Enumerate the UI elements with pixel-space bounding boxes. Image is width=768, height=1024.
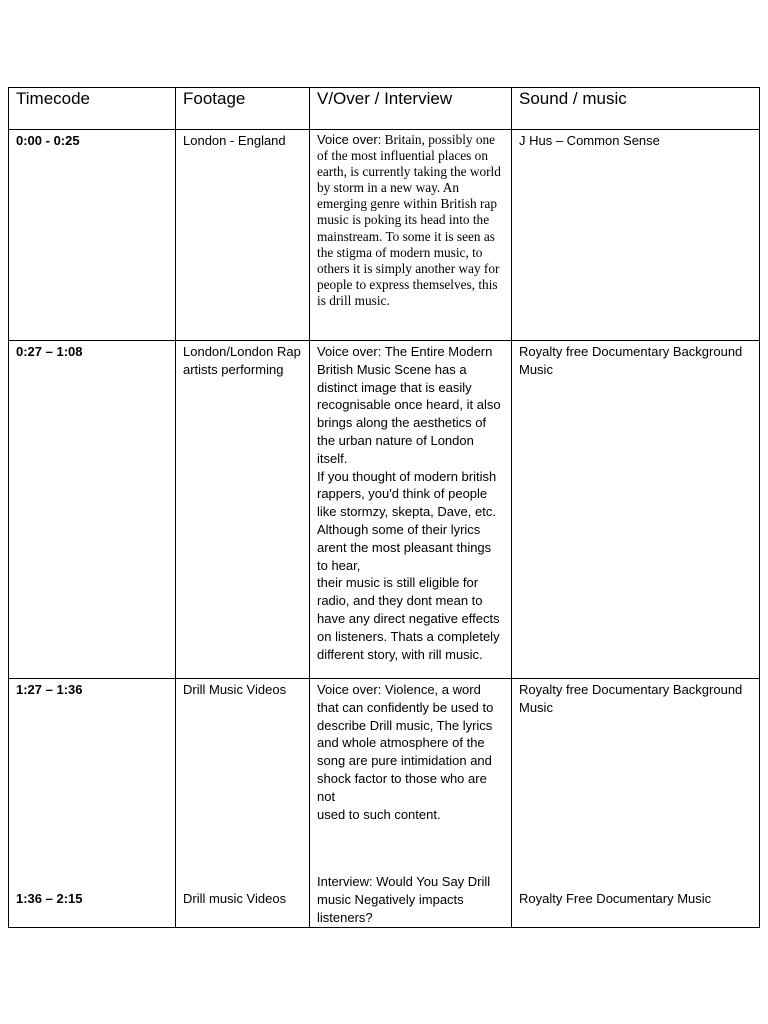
header-timecode: Timecode bbox=[9, 88, 176, 130]
voiceover-body: Britain, possibly one of the most influential places on earth, is currently taking the world by storm in a new way. An emerging genre within British rap music is poking its head into the mainstream. To some it is seen as the stigma of modern music, to others it is simply another way for people to express themselves, this is drill music. bbox=[317, 132, 501, 308]
footage-cell bbox=[176, 130, 310, 341]
voiceover-text: Voice over: The Entire Modern British Music Scene has a distinct image that is easily recognisable once heard, it also brings along the aesthetics of the urban nature of London itself. If you thought of modern british rappers, you'd think of people like stormzy, skepta, Dave, etc. Although some of their lyrics arent the most pleasant things to hear, their music is still eligible for radio, and they dont mean to have any direct negative effects on listeners. Thats a completely different story, with rill music. bbox=[317, 344, 501, 662]
music: J Hus – Common Sense bbox=[519, 133, 660, 148]
header-music: Sound / music bbox=[512, 88, 760, 130]
interview-text: Interview: Would You Say Drill music Negatively impacts listeners? bbox=[317, 874, 491, 925]
footage: London/London Rap artists performing bbox=[183, 344, 301, 377]
timecode-cell bbox=[9, 130, 176, 341]
footage-cell bbox=[176, 679, 310, 928]
footage: Drill Music Videos bbox=[183, 682, 287, 697]
table-row bbox=[9, 341, 760, 679]
timecode-cell bbox=[9, 679, 176, 928]
footage-2: Drill music Videos bbox=[183, 891, 287, 906]
table-row bbox=[9, 130, 760, 341]
timecode: 0:27 – 1:08 bbox=[16, 344, 83, 359]
music: Royalty free Documentary Background Music bbox=[519, 344, 743, 377]
footage-cell bbox=[176, 341, 310, 679]
header-row bbox=[9, 88, 760, 130]
voiceover-cell bbox=[310, 341, 512, 679]
voiceover-cell bbox=[310, 679, 512, 928]
header-footage: Footage bbox=[176, 88, 310, 130]
music-cell bbox=[512, 341, 760, 679]
timecode: 1:27 – 1:36 bbox=[16, 682, 83, 697]
timecode-2: 1:36 – 2:15 bbox=[16, 891, 83, 906]
shot-list-table bbox=[8, 87, 760, 928]
timecode: 0:00 - 0:25 bbox=[16, 133, 80, 148]
timecode-cell bbox=[9, 341, 176, 679]
voiceover-text bbox=[310, 130, 511, 309]
footage: London - England bbox=[183, 133, 286, 148]
music-cell bbox=[512, 130, 760, 341]
table-row bbox=[9, 679, 760, 928]
voiceover-label: Voice over: bbox=[317, 132, 382, 147]
music-2: Royalty Free Documentary Music bbox=[519, 891, 712, 906]
voiceover-text: Voice over: Violence, a word that can confidently be used to describe Drill music, The lyrics and whole atmosphere of the song are pure intimidation and shock factor to those who are not used to such content. bbox=[317, 682, 494, 822]
voiceover-cell bbox=[310, 130, 512, 341]
music-cell bbox=[512, 679, 760, 928]
header-voiceover: V/Over / Interview bbox=[310, 88, 512, 130]
music: Royalty free Documentary Background Music bbox=[519, 682, 743, 715]
